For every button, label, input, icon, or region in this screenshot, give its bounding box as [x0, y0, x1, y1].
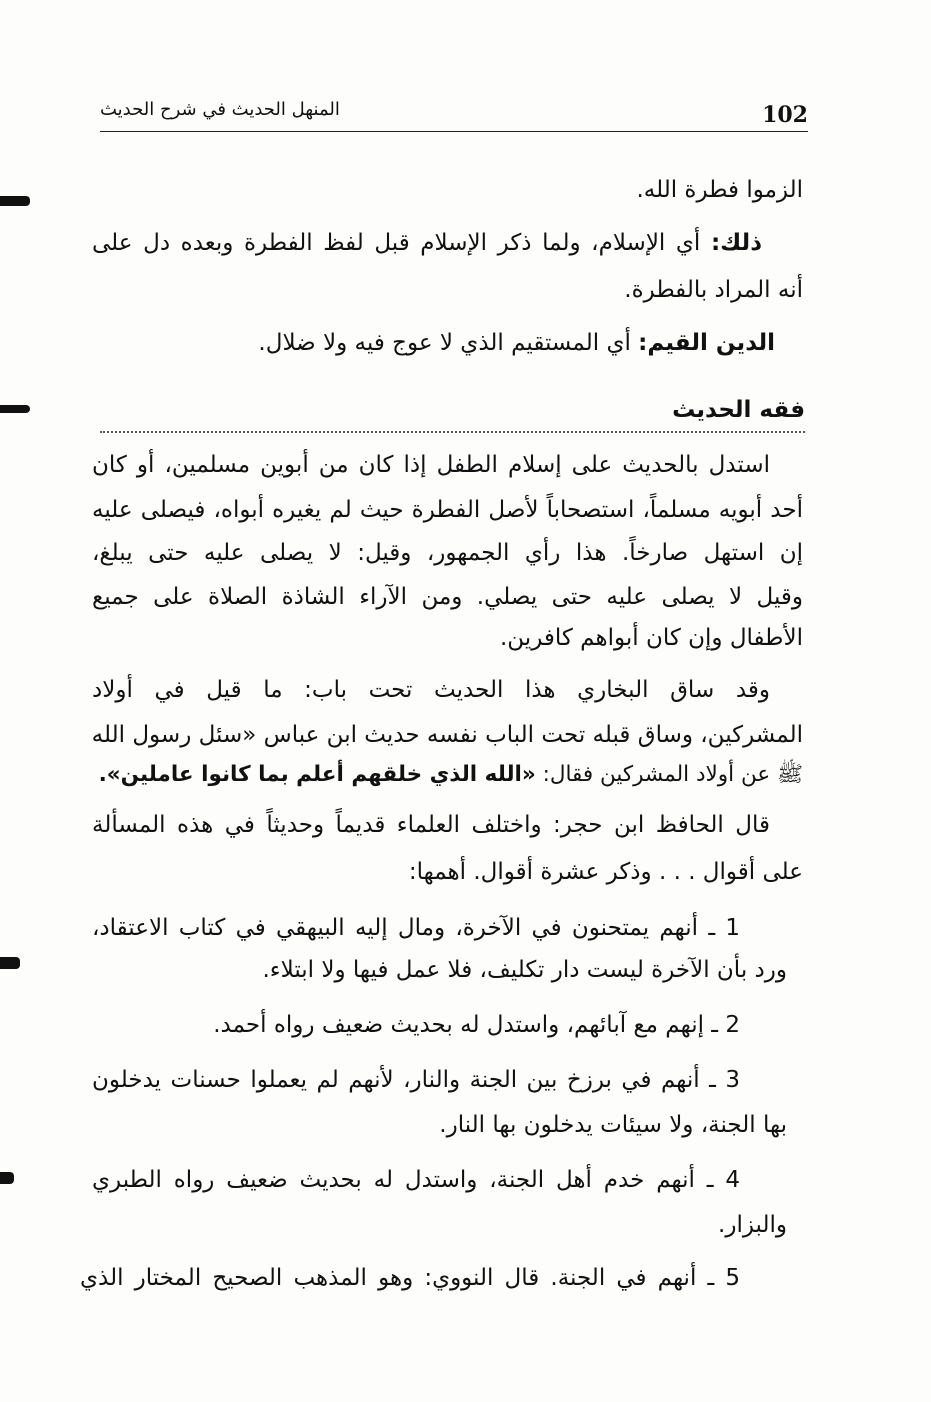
scan-mark — [0, 196, 30, 206]
gloss-text: أي الإسلام، ولما ذكر الإسلام قبل لفظ الفطرة وبعده دل على — [92, 230, 701, 256]
gloss-text: أي المستقيم الذي لا عوج فيه ولا ضلال. — [258, 330, 631, 356]
gloss-line — [92, 321, 775, 365]
gloss-line: أنه المراد بالفطرة. — [624, 277, 803, 303]
paragraph-line: على أقوال . . . وذكر عشرة أقوال. أهمها: — [408, 859, 803, 885]
opinion-line: 4 ـ أنهم خدم أهل الجنة، واستدل له بحديث ضعيف رواه الطبري — [92, 1167, 740, 1193]
paragraph-line: أحد أبويه مسلماً، استصحاباً لأصل الفطرة حيث لم يغيره أبواه، فيصلى عليه — [92, 497, 803, 523]
paragraph-line: استدل بالحديث على إسلام الطفل إذا كان من أبوين مسلمين، أو كان — [92, 452, 770, 478]
gloss-term: ذلك: — [710, 230, 762, 256]
running-header-title: المنهل الحديث في شرح الحديث — [100, 99, 340, 120]
paragraph-line — [92, 753, 803, 797]
text-line: الزموا فطرة الله. — [636, 177, 803, 203]
section-heading: فقه الحديث — [672, 397, 805, 423]
hadith-quote: «الله الذي خلقهم أعلم بما كانوا عاملين». — [98, 762, 536, 787]
page-number: 102 — [762, 102, 808, 128]
header-rule — [100, 131, 808, 132]
opinion-line: والبزار. — [718, 1212, 787, 1238]
gloss-line — [92, 221, 762, 265]
paragraph-line: وقيل لا يصلى عليه حتى يصلي. ومن الآراء الشاذة الصلاة على جميع — [92, 584, 803, 610]
opinion-line: بها الجنة، ولا سيئات يدخلون بها النار. — [439, 1112, 787, 1138]
gloss-term: الدين القيم: — [638, 330, 775, 356]
paragraph-line: الأطفال وإن كان أبواهم كافرين. — [499, 625, 803, 651]
scan-mark — [0, 1172, 14, 1184]
heading-underline — [100, 431, 805, 433]
paragraph-line: إن استهل صارخاً. هذا رأي الجمهور، وقيل: لا يصلى عليه حتى يبلغ، — [92, 540, 803, 566]
opinion-line: ورد بأن الآخرة ليست دار تكليف، فلا عمل فيها ولا ابتلاء. — [262, 957, 787, 983]
opinion-line: 3 ـ أنهم في برزخ بين الجنة والنار، لأنهم لم يعملوا حسنات يدخلون — [92, 1067, 740, 1093]
scan-mark — [0, 957, 20, 969]
scan-mark — [0, 405, 30, 413]
paragraph-line: قال الحافظ ابن حجر: واختلف العلماء قديماً وحديثاً في هذه المسألة — [92, 812, 770, 838]
opinion-line: 2 ـ إنهم مع آبائهم، واستدل له بحديث ضعيف رواه أحمد. — [213, 1012, 740, 1038]
opinion-line: 1 ـ أنهم يمتحنون في الآخرة، ومال إليه البيهقي في كتاب الاعتقاد، — [92, 915, 740, 941]
paragraph-line: وقد ساق البخاري هذا الحديث تحت باب: ما قيل في أولاد — [92, 677, 770, 703]
line-text: ﷺ عن أولاد المشركين فقال: — [542, 762, 803, 787]
opinion-line: 5 ـ أنهم في الجنة. قال النووي: وهو المذهب الصحيح المختار الذي — [80, 1265, 740, 1291]
paragraph-line: المشركين، وساق قبله تحت الباب نفسه حديث ابن عباس «سئل رسول الله — [92, 722, 803, 748]
